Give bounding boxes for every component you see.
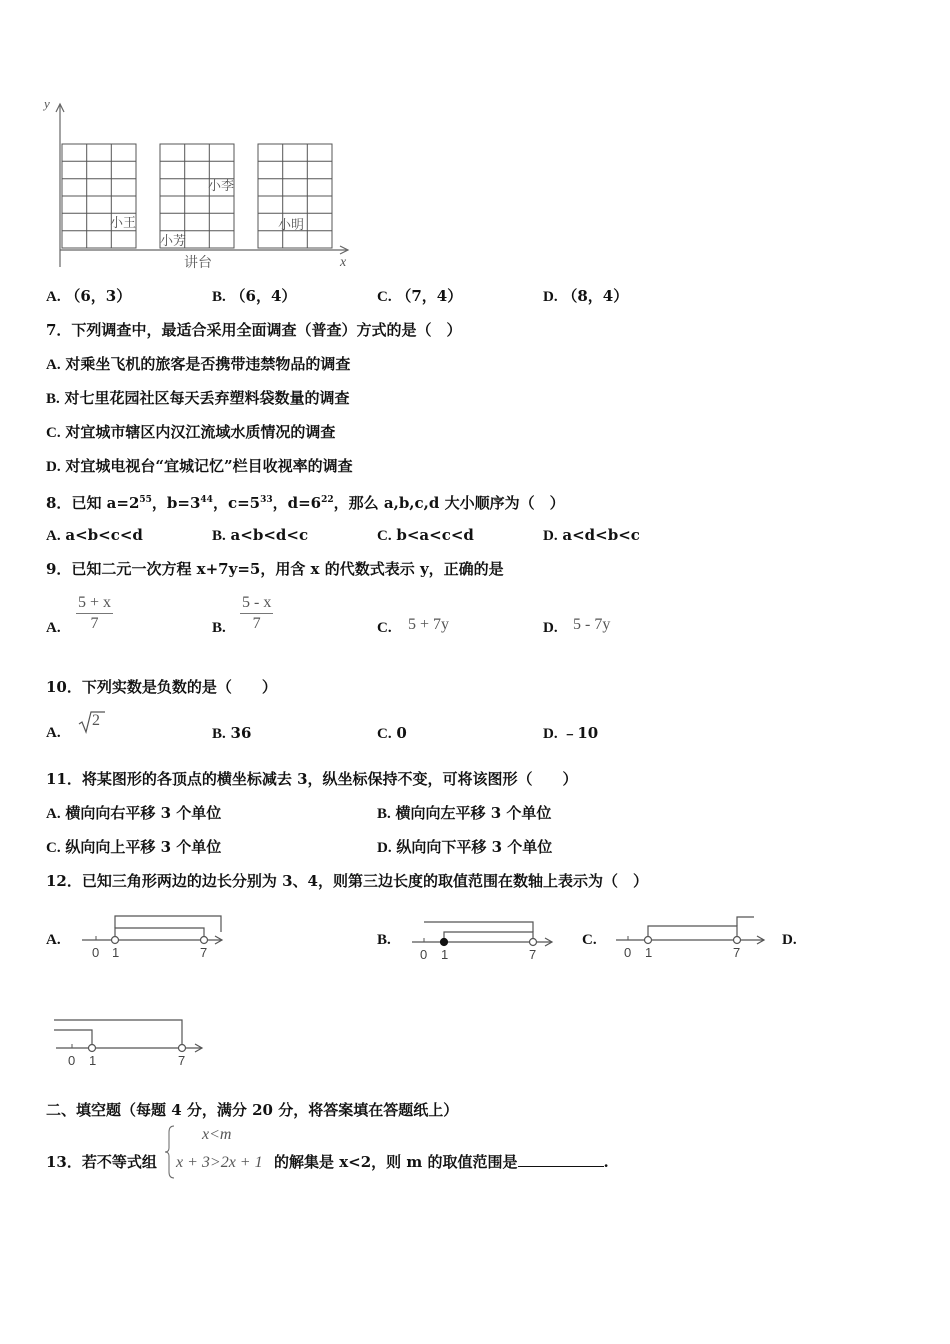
- svg-text:7: 7: [529, 947, 537, 960]
- seat-block-left: [62, 144, 136, 248]
- q10-stem: 10．下列实数是负数的是（ ）: [46, 678, 277, 696]
- q6-option-a: [46, 286, 131, 307]
- q12-letter-d: D.: [782, 932, 797, 948]
- option-letter: C.: [46, 425, 61, 441]
- q11-option-d: [377, 837, 552, 858]
- q8-text-c: ，c=5: [212, 494, 261, 512]
- seat-grid-figure: [40, 92, 360, 274]
- q10-letter-a: A.: [46, 725, 61, 741]
- label-podium: 讲台: [184, 254, 212, 270]
- q6-option-b: [212, 286, 296, 307]
- q12-letter-b: B.: [377, 932, 391, 948]
- fraction-denominator: 7: [252, 615, 261, 632]
- q9-option-a-fraction: [76, 594, 113, 633]
- q8-text-end: ，那么 a,b,c,d 大小顺序为（ ）: [333, 494, 565, 512]
- q6-option-c: [377, 286, 462, 307]
- option-letter: A.: [46, 806, 61, 822]
- q12-letter-c: C.: [582, 932, 597, 948]
- q8-exp-a: 55: [139, 495, 152, 505]
- label-xiaofang: 小芳: [160, 233, 187, 248]
- q7-stem: 7．下列调查中，最适合采用全面调查（普查）方式的是（ ）: [46, 321, 462, 339]
- q13-inequality-2: x + 3>2x + 1: [176, 1154, 263, 1171]
- option-text: ﹣10: [562, 724, 599, 742]
- q12-option-a-numberline: [78, 912, 228, 960]
- q9-letter-a: A.: [46, 620, 61, 636]
- option-letter: C.: [377, 289, 392, 305]
- q13-inequality-1: x<m: [202, 1126, 232, 1143]
- svg-text:1: 1: [112, 945, 120, 960]
- option-letter: C.: [46, 840, 61, 856]
- option-letter: A.: [46, 528, 61, 544]
- q12-option-d-numberline: [52, 1016, 212, 1068]
- option-text: 对宜城市辖区内汉江流域水质情况的调查: [65, 423, 336, 441]
- q12-letter-a: A.: [46, 932, 61, 948]
- svg-text:1: 1: [645, 945, 653, 960]
- q9-letter-b: B.: [212, 620, 226, 636]
- option-text: b<a<c<d: [396, 526, 474, 544]
- option-letter: B.: [212, 289, 226, 305]
- svg-text:0: 0: [624, 945, 632, 960]
- q11-option-c: [46, 837, 221, 858]
- option-letter: D.: [543, 289, 558, 305]
- option-text: 纵向向上平移 3 个单位: [65, 838, 222, 856]
- q8-option-b: [212, 525, 308, 546]
- q9-option-b-fraction: [240, 594, 273, 633]
- svg-text:0: 0: [92, 945, 100, 960]
- option-letter: A.: [46, 289, 61, 305]
- q8-text-a: 已知 a=2: [71, 494, 140, 512]
- option-text: （6，4）: [230, 287, 297, 305]
- q13-question: 的解集是 x<2，则 m 的取值范围是: [274, 1153, 518, 1171]
- q11-option-a: [46, 803, 221, 824]
- label-xiaoli: 小李: [208, 178, 235, 193]
- q8-option-a: [46, 525, 143, 546]
- option-text: 纵向向下平移 3 个单位: [396, 838, 553, 856]
- option-text: 横向向左平移 3 个单位: [395, 804, 552, 822]
- svg-text:0: 0: [420, 947, 428, 960]
- q8-option-c: [377, 525, 474, 546]
- q12-option-b-numberline: [408, 912, 558, 960]
- q8-stem: [46, 490, 565, 513]
- option-text: 0: [396, 724, 407, 742]
- option-letter: D.: [543, 528, 558, 544]
- q9-letter-c: C.: [377, 620, 392, 636]
- q8-number: 8．: [46, 494, 72, 512]
- option-text: 横向向右平移 3 个单位: [65, 804, 222, 822]
- q8-exp-d: 22: [321, 495, 334, 505]
- label-xiaowang: 小王: [110, 215, 137, 230]
- svg-text:7: 7: [200, 945, 208, 960]
- option-letter: B.: [212, 726, 226, 742]
- q7-option-b: [46, 388, 350, 409]
- q10-option-c: [377, 723, 407, 744]
- option-letter: A.: [46, 357, 61, 373]
- q11-stem: 11．将某图形的各顶点的横坐标减去 3，纵坐标保持不变，可将该图形（ ）: [46, 770, 578, 788]
- q9-option-d-expression: 5 - 7y: [573, 616, 611, 633]
- svg-text:1: 1: [89, 1053, 97, 1068]
- option-text: （6，3）: [65, 287, 132, 305]
- q8-exp-c: 33: [260, 495, 273, 505]
- option-text: 对乘坐飞机的旅客是否携带违禁物品的调查: [65, 355, 351, 373]
- q8-text-b: ，b=3: [151, 494, 201, 512]
- fraction-bar: [76, 613, 113, 614]
- q9-stem: 9．已知二元一次方程 x+7y=5，用含 x 的代数式表示 y，正确的是: [46, 560, 504, 578]
- svg-text:7: 7: [178, 1053, 186, 1068]
- option-letter: D.: [377, 840, 392, 856]
- option-letter: C.: [377, 726, 392, 742]
- option-letter: B.: [212, 528, 226, 544]
- option-text: （7，4）: [396, 287, 463, 305]
- q13-period: .: [603, 1153, 609, 1171]
- option-text: 36: [230, 724, 252, 742]
- q7-option-a: [46, 354, 350, 375]
- q6-option-d: [543, 286, 628, 307]
- option-letter: D.: [46, 459, 61, 475]
- left-brace-icon: [164, 1124, 176, 1180]
- section-2-title: 二、填空题（每题 4 分，满分 20 分，将答案填在答题纸上）: [46, 1101, 459, 1119]
- option-text: a<d<b<c: [562, 526, 640, 544]
- fraction-bar: [240, 613, 273, 614]
- x-axis-label: x: [340, 255, 347, 270]
- answer-blank[interactable]: [518, 1152, 604, 1167]
- svg-text:0: 0: [68, 1053, 76, 1068]
- q13-text: [274, 1152, 609, 1172]
- q7-option-d: [46, 456, 353, 477]
- q9-option-c-expression: 5 + 7y: [408, 616, 450, 633]
- y-axis-label: y: [44, 96, 50, 111]
- q8-option-d: [543, 525, 640, 546]
- option-letter: B.: [377, 806, 391, 822]
- q8-exp-b: 44: [200, 495, 213, 505]
- q12-stem: 12．已知三角形两边的边长分别为 3、4，则第三边长度的取值范围在数轴上表示为（ ）: [46, 872, 648, 890]
- option-letter: B.: [46, 391, 60, 407]
- option-text: a<b<d<c: [230, 526, 309, 544]
- label-xiaoming: 小明: [278, 217, 305, 232]
- q8-text-d: ，d=6: [272, 494, 322, 512]
- option-letter: C.: [377, 528, 392, 544]
- option-text: a<b<c<d: [65, 526, 143, 544]
- seat-block-right: [258, 144, 332, 248]
- q9-letter-d: D.: [543, 620, 558, 636]
- fraction-numerator: 5 + x: [78, 594, 112, 611]
- option-text: 对宜城电视台“宜城记忆”栏目收视率的调查: [65, 457, 353, 475]
- q7-option-c: [46, 422, 335, 443]
- option-text: （8，4）: [562, 287, 629, 305]
- q10-option-d: [543, 723, 598, 744]
- q10-option-b: [212, 723, 251, 744]
- q13-number: 13．若不等式组: [46, 1153, 157, 1171]
- svg-text:7: 7: [733, 945, 741, 960]
- q12-option-c-numberline: [612, 912, 772, 960]
- radicand: 2: [92, 712, 100, 729]
- fraction-numerator: 5 - x: [242, 594, 272, 611]
- option-letter: D.: [543, 726, 558, 742]
- option-text: 对七里花园社区每天丢弃塑料袋数量的调查: [64, 389, 350, 407]
- q11-option-b: [377, 803, 551, 824]
- fraction-denominator: 7: [90, 615, 99, 632]
- svg-text:1: 1: [441, 947, 449, 960]
